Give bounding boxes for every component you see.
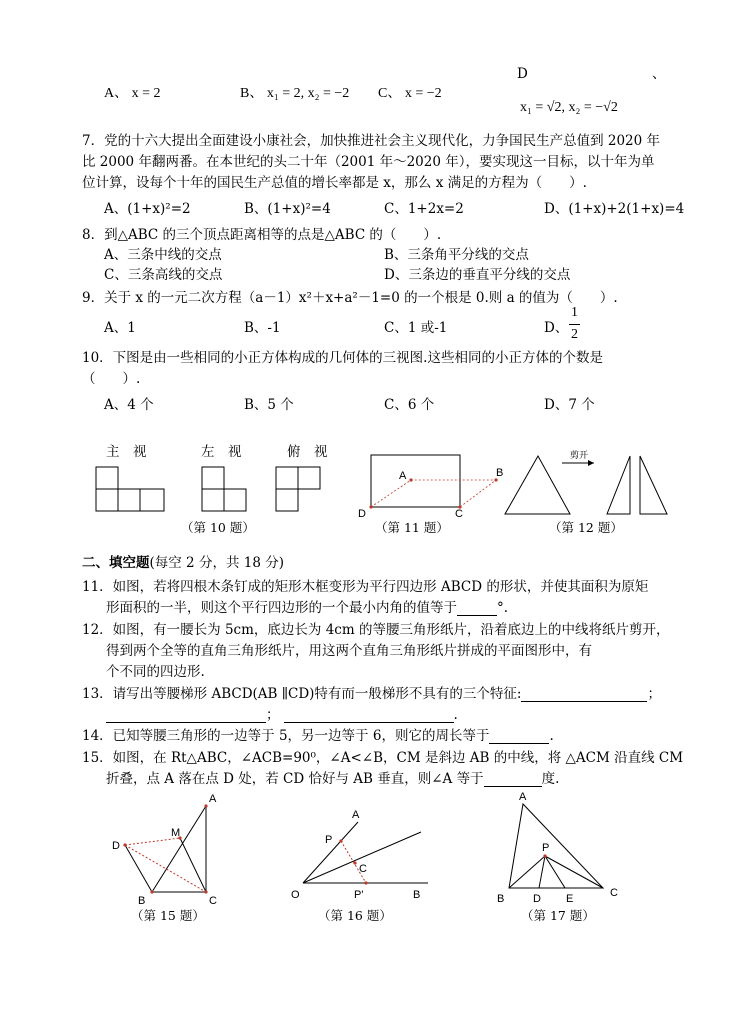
q7-stem-line3: 位计算，设每个十年的国民生产总值的增长率都是 x，那么 x 满足的方程为（ ）. <box>82 175 587 191</box>
q10-stem-line1: 10．下图是由一些相同的小正方体构成的几何体的三视图.这些相同的小正方体的个数是 <box>82 350 603 366</box>
q14-end: . <box>549 728 554 744</box>
q13-sep2: ； <box>266 707 280 723</box>
section-2-note: (每空 2 分，共 18 分) <box>149 555 284 571</box>
q6-option-b: B、 x₁ = 2, x₂ = −2 <box>240 86 350 101</box>
fig12-arrow-label: 剪开 <box>570 450 589 460</box>
q8-option-c: C、三条高线的交点 <box>104 267 223 283</box>
q9-stem: 9．关于 x 的一元二次方程（a－1）x²＋x+a²－1=0 的一个根是 0.则 a 的值为（ ）. <box>82 290 618 306</box>
q9-option-d-numerator: 1 <box>571 305 578 320</box>
q12-stem-line3: 个不同的四边形. <box>106 664 205 680</box>
q6-option-c: C、 x = −2 <box>378 86 442 101</box>
q11-stem-line1: 11．如图，若将四根木条钉成的矩形木框变形为平行四边形 ABCD 的形状，并使其面积为原矩 <box>82 579 649 595</box>
q6-option-a: A、 x = 2 <box>104 86 161 101</box>
q15-line2-text: 折叠，点 A 落在点 D 处，若 CD 恰好与 AB 垂直，则∠A 等于 <box>106 771 484 787</box>
q13-sep1: ； <box>647 686 661 702</box>
fig11-caption: （第 11 题） <box>375 520 449 535</box>
fig11-label-d: D <box>358 508 366 520</box>
q7-option-b: B、(1+x)²=4 <box>244 201 331 217</box>
fig10-top-view-label: 俯 视 <box>287 444 328 460</box>
fig10-caption: （第 10 题） <box>181 520 255 535</box>
fig17-label-c: C <box>610 887 618 899</box>
fig10-left-view-label: 左 视 <box>201 444 242 460</box>
q7-stem-line1: 7．党的十六大提出全面建设小康社会，加快推进社会主义现代化，力争国民生产总值到 2020 年 <box>82 133 661 149</box>
fig16-label-p-prime: P' <box>354 889 364 901</box>
q10-stem-line2: （ ）. <box>82 371 141 387</box>
section-2-title: 二、填空题 <box>82 555 150 571</box>
q7-option-c: C、1+2x=2 <box>384 201 464 217</box>
q10-option-b: B、5 个 <box>244 397 294 413</box>
q11-line2-text: 形面积的一半，则这个平行四边形的一个最小内角的值等于 <box>106 600 457 616</box>
fig15-label-a: A <box>209 793 217 805</box>
q8-stem: 8．到△ABC 的三个顶点距离相等的点是△ABC 的（ ）. <box>82 227 442 243</box>
fig15-label-m: M <box>171 827 181 839</box>
fig15-label-c: C <box>209 895 217 907</box>
fig11-label-a: A <box>399 470 407 482</box>
fig12-caption: （第 12 题） <box>549 520 623 535</box>
fig17-label-d: D <box>533 893 541 905</box>
fig15-label-d: D <box>112 840 120 852</box>
q13-end: . <box>453 707 458 723</box>
q8-option-b: B、三条角平分线的交点 <box>384 247 529 263</box>
q6-option-d-letter: D <box>517 66 528 82</box>
q12-stem-line2: 得到两个全等的直角三角形纸片，用这两个直角三角形纸片拼成的平面图形中，有 <box>106 643 592 659</box>
fig10-front-view-label: 主 视 <box>106 444 147 460</box>
q10-option-d: D、7 个 <box>544 397 595 413</box>
q10-option-a: A、4 个 <box>104 397 154 413</box>
q13-line1-text: 13．请写出等腰梯形 ABCD(AB ∥CD)特有而一般梯形不具有的三个特征: <box>82 686 522 702</box>
q9-option-a: A、1 <box>104 320 136 336</box>
q15-line2-end: 度. <box>541 771 560 787</box>
fig17-label-p: P <box>542 842 550 854</box>
fig16-caption: （第 16 题） <box>318 908 392 923</box>
q6-option-d-separator: 、 <box>652 66 666 82</box>
q9-option-c: C、1 或-1 <box>384 320 448 336</box>
fig16-label-p: P <box>325 834 333 846</box>
fig16-label-c: C <box>359 863 367 875</box>
q7-option-a: A、(1+x)²=2 <box>104 201 191 217</box>
q8-option-d: D、三条边的垂直平分线的交点 <box>384 267 571 283</box>
fig17-label-a: A <box>519 791 527 803</box>
fig15-label-b: B <box>138 895 146 907</box>
fig16-label-o: O <box>291 889 300 901</box>
q12-stem-line1: 12．如图，有一腰长为 5cm，底边长为 4cm 的等腰三角形纸片，沿着底边上的中线将纸片剪开， <box>82 622 670 638</box>
q11-line2-end: °. <box>497 600 509 616</box>
q14-text: 14．已知等腰三角形的一边等于 5，另一边等于 6，则它的周长等于 <box>82 728 490 744</box>
fig17-caption: （第 17 题） <box>521 908 595 923</box>
q6-option-d-expression: x₁ = √2, x₂ = −√2 <box>520 100 618 115</box>
q9-option-d-prefix: D、 <box>544 320 569 336</box>
q7-option-d: D、(1+x)+2(1+x)=4 <box>544 201 685 217</box>
q15-stem-line1: 15．如图，在 Rt△ABC，∠ACB=90⁰，∠A<∠B，CM 是斜边 AB 的中线，将 △ACM 沿直线 CM <box>82 750 684 766</box>
q7-stem-line2: 比 2000 年翻两番。在本世纪的头二十年（2001 年～2020 年），要实现这一目标，以十年为单 <box>82 154 655 170</box>
fig17-label-e: E <box>566 893 574 905</box>
q10-option-c: C、6 个 <box>384 397 435 413</box>
fig15-caption: （第 15 题） <box>131 908 205 923</box>
fig17-label-b: B <box>497 893 505 905</box>
q9-option-b: B、-1 <box>244 320 281 336</box>
fig11-label-c: C <box>455 508 463 520</box>
q9-option-d-denominator: 2 <box>571 327 578 342</box>
q8-option-a: A、三条中线的交点 <box>104 247 222 263</box>
fig11-label-b: B <box>496 467 504 479</box>
fig16-label-b: B <box>413 889 421 901</box>
fig16-label-a: A <box>352 809 360 821</box>
